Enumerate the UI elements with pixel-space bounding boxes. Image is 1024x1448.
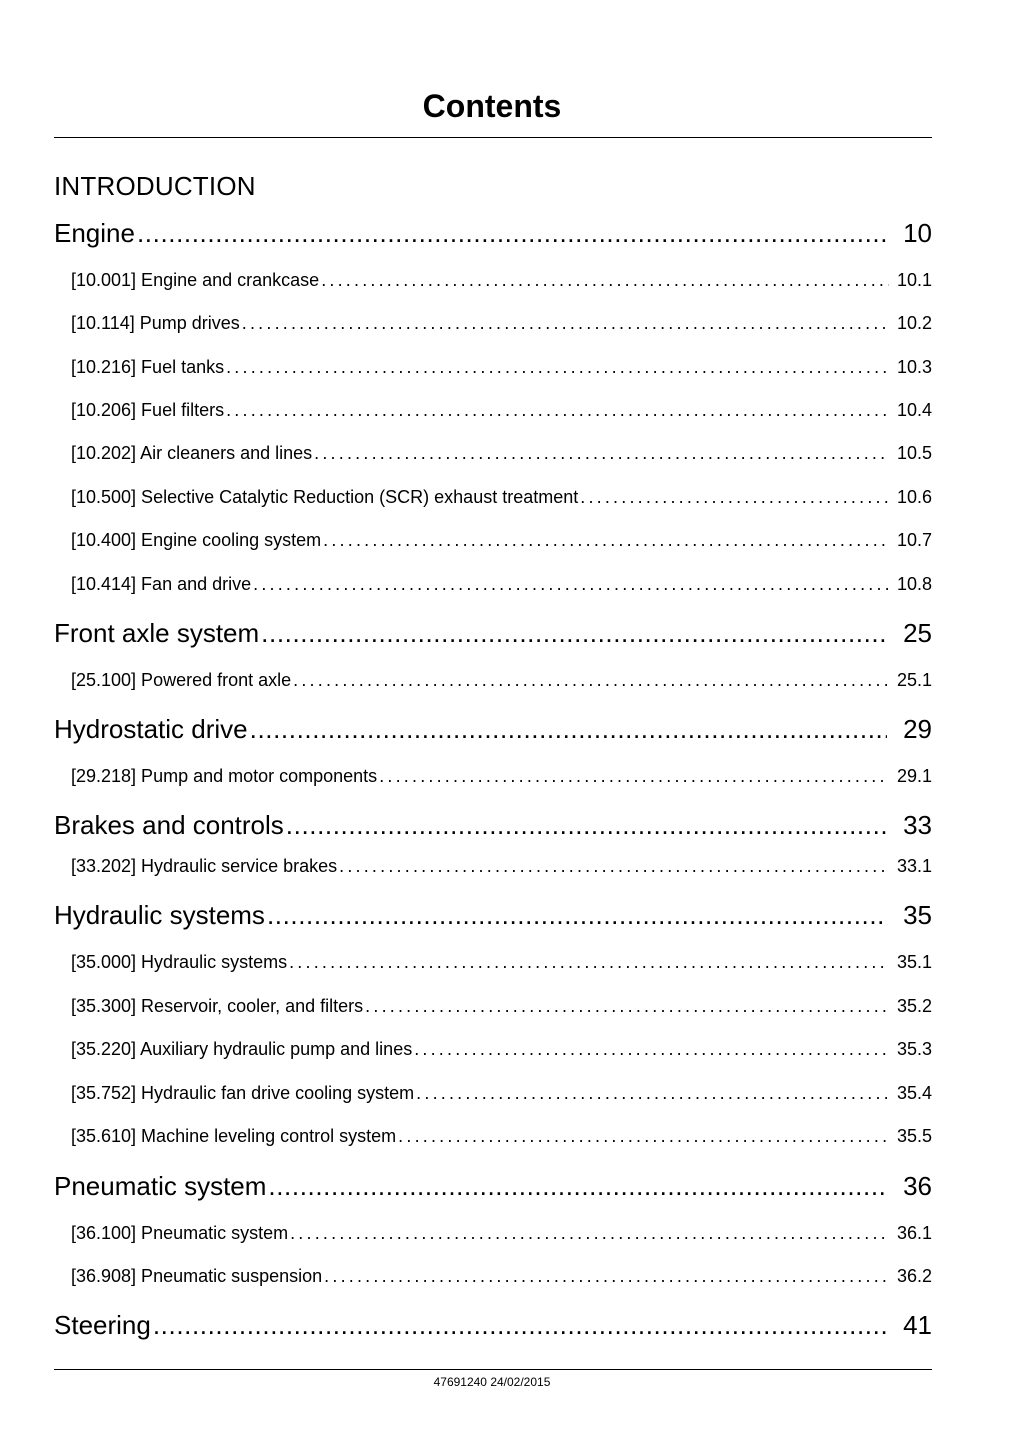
toc-section-10-400[interactable] [71,528,932,552]
toc-leader-dots [379,764,889,788]
toc-leader-dots [398,1124,889,1148]
toc-section-label: [36.908] Pneumatic suspension [71,1266,323,1286]
toc-page-number: 35.2 [896,996,932,1016]
toc-leader-dots [226,398,889,422]
footer-document-id: 47691240 24/02/2015 [433,1375,551,1389]
toc-section-10-414[interactable] [71,572,932,596]
toc-page-number: 10.2 [896,313,932,333]
toc-section-label: [10.216] Fuel tanks [71,357,225,377]
toc-section-10-114[interactable] [71,311,932,335]
toc-section-35-300[interactable] [71,994,932,1018]
toc-chapter-label: Hydrostatic drive [54,714,248,744]
toc-leader-dots [324,1264,889,1288]
toc-chapter-engine[interactable] [54,217,932,249]
toc-leader-dots [226,355,889,379]
toc-section-10-202[interactable] [71,441,932,465]
toc-section-label: [36.100] Pneumatic system [71,1223,289,1243]
toc-leader-dots [323,528,889,552]
toc-page-number: 36 [903,1171,932,1201]
header-divider [54,137,932,138]
toc-leader-dots [365,994,889,1018]
toc-chapter-hydraulic-systems[interactable] [54,899,932,931]
toc-leader-dots [137,217,887,249]
toc-section-25-100[interactable] [71,668,932,692]
toc-leader-dots [153,1309,887,1341]
toc-leader-dots [321,268,889,292]
toc-page-number: 41 [903,1310,932,1340]
toc-section-10-001[interactable] [71,268,932,292]
toc-page-number: 35.4 [896,1083,932,1103]
toc-section-10-500[interactable] [71,485,932,509]
introduction-heading[interactable]: INTRODUCTION [54,171,256,201]
toc-chapter-front-axle-system[interactable] [54,617,932,649]
toc-page-number: 10.6 [896,487,932,507]
toc-section-36-908[interactable] [71,1264,932,1288]
toc-section-label: [35.300] Reservoir, cooler, and filters [71,996,364,1016]
toc-page-number: 33.1 [896,856,932,876]
toc-page-number: 10 [903,218,932,248]
toc-section-35-000[interactable] [71,950,932,974]
toc-leader-dots [339,854,889,878]
footer-divider [54,1369,932,1370]
toc-page-number: 10.3 [896,357,932,377]
toc-page-number: 10.4 [896,400,932,420]
toc-section-35-220[interactable] [71,1037,932,1061]
toc-chapter-label: Engine [54,218,135,248]
toc-page-number: 10.1 [896,270,932,290]
toc-page-number: 36.1 [896,1223,932,1243]
toc-section-10-206[interactable] [71,398,932,422]
toc-leader-dots [416,1081,889,1105]
toc-page-number: 10.8 [896,574,932,594]
toc-chapter-steering[interactable] [54,1309,932,1341]
toc-leader-dots [293,668,889,692]
toc-page-number: 35 [903,900,932,930]
toc-page-number: 35.3 [896,1039,932,1059]
toc-chapter-brakes-and-controls[interactable] [54,809,932,841]
toc-page-number: 10.5 [896,443,932,463]
toc-page-number: 29.1 [896,766,932,786]
toc-leader-dots [414,1037,889,1061]
toc-leader-dots [580,485,889,509]
toc-leader-dots [314,441,889,465]
page-title: Contents [422,88,562,124]
toc-page-number: 33 [903,810,932,840]
toc-section-10-216[interactable] [71,355,932,379]
toc-section-label: [35.220] Auxiliary hydraulic pump and lines [71,1039,413,1059]
toc-leader-dots [242,311,889,335]
toc-chapter-pneumatic-system[interactable] [54,1170,932,1202]
toc-section-label: [35.752] Hydraulic fan drive cooling system [71,1083,415,1103]
toc-leader-dots [261,617,887,649]
toc-section-label: [10.001] Engine and crankcase [71,270,320,290]
toc-section-label: [35.000] Hydraulic systems [71,952,288,972]
toc-leader-dots [267,899,887,931]
toc-leader-dots [253,572,889,596]
toc-chapter-label: Brakes and controls [54,810,284,840]
toc-page-number: 35.5 [896,1126,932,1146]
toc-leader-dots [289,950,889,974]
toc-chapter-label: Front axle system [54,618,260,648]
toc-chapter-hydrostatic-drive[interactable] [54,713,932,745]
toc-section-label: [10.114] Pump drives [71,313,240,333]
toc-section-35-610[interactable] [71,1124,932,1148]
toc-leader-dots [250,713,887,745]
toc-section-33-202[interactable] [71,854,932,878]
toc-leader-dots [290,1221,889,1245]
toc-page-number: 10.7 [896,530,932,550]
toc-section-label: [10.414] Fan and drive [71,574,252,594]
toc-page-number: 25.1 [896,670,932,690]
toc-chapter-label: Pneumatic system [54,1171,267,1201]
toc-section-36-100[interactable] [71,1221,932,1245]
toc-leader-dots [268,1170,887,1202]
toc-page-number: 36.2 [896,1266,932,1286]
toc-section-label: [10.500] Selective Catalytic Reduction (SCR) exhaust treatment [71,487,579,507]
toc-page-number: 35.1 [896,952,932,972]
toc-chapter-label: Steering [54,1310,151,1340]
toc-chapter-label: Hydraulic systems [54,900,265,930]
toc-section-35-752[interactable] [71,1081,932,1105]
toc-section-label: [33.202] Hydraulic service brakes [71,856,338,876]
toc-section-label: [10.202] Air cleaners and lines [71,443,313,463]
toc-section-label: [35.610] Machine leveling control system [71,1126,397,1146]
toc-section-label: [10.400] Engine cooling system [71,530,322,550]
toc-leader-dots [286,809,887,841]
toc-page-number: 29 [903,714,932,744]
toc-section-label: [29.218] Pump and motor components [71,766,378,786]
toc-section-label: [25.100] Powered front axle [71,670,292,690]
toc-section-29-218[interactable] [71,764,932,788]
toc-page-number: 25 [903,618,932,648]
toc-section-label: [10.206] Fuel filters [71,400,225,420]
